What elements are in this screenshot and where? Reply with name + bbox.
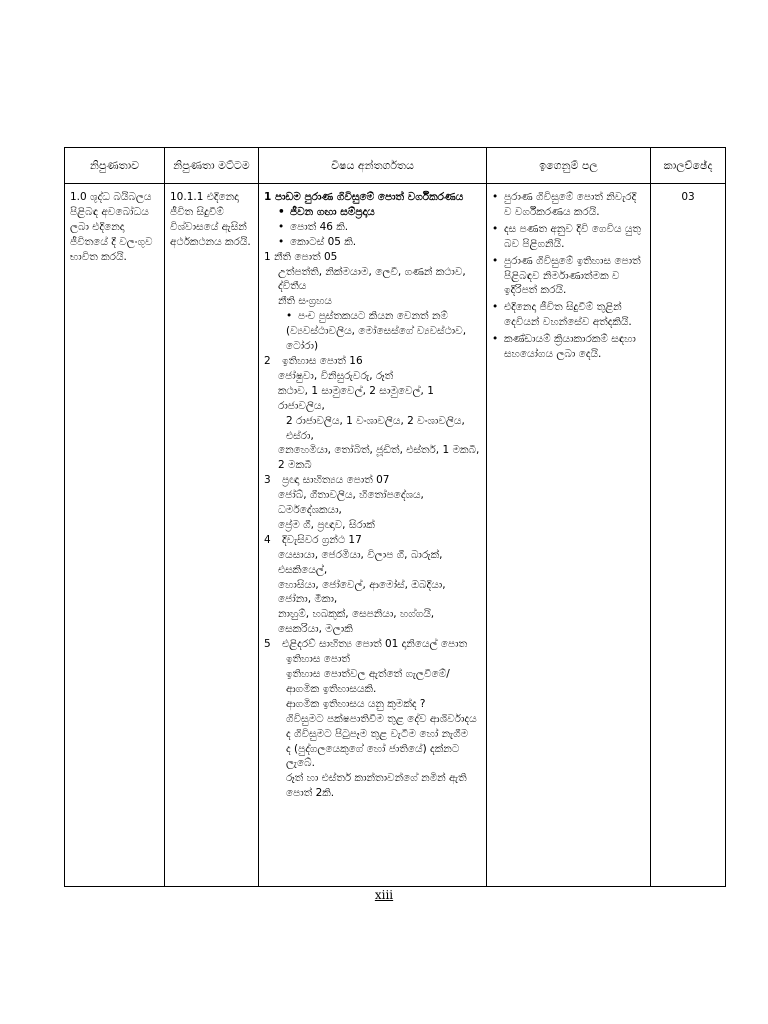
section-bullet: • පංච පුස්තකයට කියන වෙනත් නම් [264, 309, 481, 324]
content-sub-bullet: • කොටස් 05 කි. [264, 235, 481, 250]
curriculum-table-container [64, 147, 713, 887]
list-item: • කණ්ඩායම් ක්‍රියාකාරකම් සඳහා සහයෝගය ලබා දෙයි. [492, 332, 645, 362]
section-line: ආගමික ඉතිහාසයකි. [286, 682, 377, 695]
period-value: 03 [681, 191, 695, 203]
section-line: නාහුම්, හබකුක්, සෙපනියා, හග්ගයි, සෙකරියා, මලාකි [278, 608, 435, 636]
competency-text: 1.0 ශුද්ධ බයිබලය පිළිබඳ අවබෝධය ලබා එදිනෙදා ජීවිතයේ දී වලංගුව භාවිත කරයි. [70, 191, 153, 263]
section-title-law: 1 නීති පොත් 05 [264, 250, 338, 263]
section-line: උත්පත්ති, නික්මයාම, ලෙවී, ගණන් කථාව, ද්විතීය [278, 265, 466, 293]
competency-level-cell [165, 184, 259, 887]
section-line: කථාව, 1 සාමුවෙල්, 2 සාමුවෙල්, 1 රාජාවලිය, [278, 384, 434, 412]
content-sub-bullet: • පොත් 46 කි. [264, 220, 481, 235]
content-sub-bullet: • ජීවන ගඟා සම්ප්‍රදාය [264, 205, 481, 220]
section-number: 4 [264, 533, 271, 546]
section-line: ගිවිසුමට පක්ෂපාතිවීම තුළ දේව ආශිර්වාදය [286, 712, 477, 725]
outcomes-cell [487, 184, 651, 887]
competency-cell [65, 184, 165, 887]
section-line: ද ගිවිසුමට පිටුපෑම තුළ වැටීම හෝ නැගීම [286, 727, 469, 740]
section-line: ලැබේ. [286, 757, 315, 770]
section-line: යෙසායා, ජෙරමියා, විලාප ගී, බාරුක්, එසකියෙල්, [278, 548, 443, 576]
header-periods: කාලච්ඡේද [651, 148, 726, 184]
section-title-apocalyptic: එළිදරව් සාහිත්‍ය පොත් 01 දානියෙල් පොත [282, 638, 468, 651]
competency-level-text: 10.1.1 එදිනෙදා ජීවිත සිදුවීම් විශ්වාසයේ ඇසින් අර්ථකථනය කරයි. [170, 191, 251, 248]
section-line: ජෝබ්, ගීතාවලිය, හිතෝපදේශය, ධර්මදේශකයා, [278, 489, 424, 517]
header-learning-outcomes: ඉගෙනුම් පල [487, 148, 651, 184]
header-competency-level: නිපුණතා මට්ටම [165, 148, 259, 184]
content-cell [259, 184, 487, 887]
section-title-history: ඉතිහාස පොත් 16 [282, 354, 363, 367]
section-line: ප්‍රේම ගී, ප්‍රඥාව, සිරාක් [278, 518, 375, 531]
section-line: හොසියා, ජෝවෙල්, ආමෝස්, ඔබදියා, ජෝනා, මීකා, [278, 578, 446, 606]
header-competency: නිපුණතාව [65, 148, 165, 184]
list-item: • දස පණත අනුව දිවි ගෙවිය යුතු බව පිළිගනියි. [492, 222, 645, 252]
list-item: • එදිනෙදා ජීවිත සිදුවීම් තුළින් දෙවියන් වහන්සේව අත්දකියි. [492, 300, 645, 330]
lesson-heading: 1 පාඩම පුරාණ ගිවිසුමේ පොත් වර්ගීකරණය [264, 191, 464, 203]
header-row [65, 148, 726, 184]
section-number: 5 [264, 638, 271, 651]
section-line: ඉතිහාස පොත් [286, 653, 350, 666]
list-item: • පුරාණ ගිවිසුමේ පොත් නිවැරදි ව වර්ගීකරණය කරයි. [492, 190, 645, 220]
list-item: • පුරාණ ගිවිසුමේ ඉතිහාස පොත් පිළිබඳව නිර්මාණාත්මක ව ඉදිරිපත් කරයි. [492, 254, 645, 299]
table-row [65, 184, 726, 887]
section-line: පොත් 2කි. [286, 787, 335, 800]
header-subject-content: විෂය අන්තර්ගතය [259, 148, 487, 184]
section-title-wisdom: ප්‍රඥා සාහිත්‍යය පොත් 07 [282, 474, 390, 487]
section-number: 3 [264, 474, 271, 487]
section-line: නෙහෙමියා, තෝබිත්, ජූඩිත්, එස්තර්, 1 මකබී, [278, 444, 480, 457]
section-line: ආගමික ඉතිහාසය යනු කුමක්ද ? [286, 697, 426, 710]
page-number: xiii [374, 888, 394, 902]
section-note: (ව්‍යවස්ථාවලිය, මෝසෙස්ගේ ව්‍යවස්ථාව, ටෝරා) [286, 325, 467, 353]
section-line: ඉතිහාස පොත්වල ඇත්තේ ගැලවීමේ/ [286, 668, 450, 680]
outcomes-list [492, 190, 645, 362]
section-line: ද (පුද්ගලයෙකුගේ හෝ ජාතියේ) දක්නට [286, 742, 460, 755]
section-line: ජෝෂුවා, විනිසුරුවරු, රූත් [278, 369, 394, 382]
period-cell [651, 184, 726, 887]
section-line: 2 රාජාවලිය, 1 වංශාවලිය, 2 වංශාවලිය, එස්රා, [286, 414, 465, 442]
section-line: රූත් හා එස්තර් කාන්තාවන්ගේ නමින් ඇති [286, 772, 467, 785]
section-line: නීති සංග්‍රහය [278, 295, 332, 308]
section-title-prophets: දිවැසිවර ග්‍රන්ථ 17 [282, 533, 362, 546]
section-number: 2 [264, 354, 271, 367]
section-line: 2 මකබී [278, 459, 312, 472]
curriculum-table [64, 147, 726, 887]
